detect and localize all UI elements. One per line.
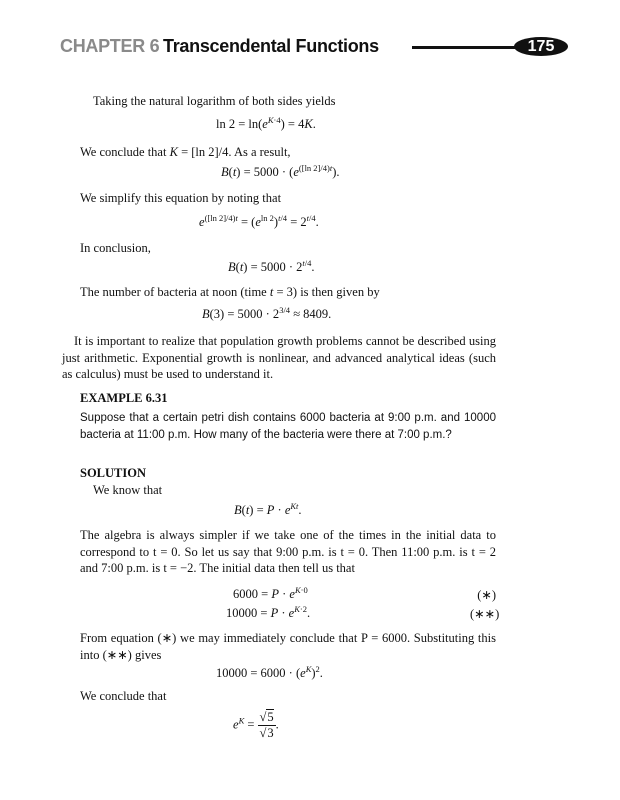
page-header (60, 36, 568, 60)
equation-bt: $B(t) = 5000 \cdot (e^{([ln 2]/4)t})$. (221, 163, 340, 179)
equation-final: $e^K$ = $\frac{√5}{√3}$ . (233, 710, 279, 740)
page-number: 175 (514, 37, 568, 56)
equation-ln2: $\ln 2 = \ln(e^{K\cdot 4}) = 4K$. (216, 115, 316, 131)
solution-line-1: We know that (93, 483, 163, 497)
equation-number-star: (∗) (477, 588, 496, 602)
paragraph-4: In conclusion, (80, 241, 151, 255)
example-heading: EXAMPLE 6.31 (80, 391, 168, 405)
equation-number-starstar: (∗∗) (470, 607, 500, 621)
chapter-label: CHAPTER 6 (60, 36, 160, 56)
solution-paragraph-3: From equation (∗) we may immediately conclude that P = 6000. Substituting this into (∗∗) gives (80, 631, 496, 662)
example-text: Suppose that a certain petri dish contains 6000 bacteria at 9:00 p.m. and 10000 bacteria at 11:00 p.m. How many of the bacteria were there at 7:00 p.m.? (80, 412, 496, 441)
equation-star: $6000 = P \cdot e^{K\cdot 0}$ (233, 585, 308, 601)
equation-substitute: $10000 = 6000 \cdot (e^K)^2$. (216, 664, 323, 680)
solution-heading: SOLUTION (80, 466, 146, 480)
paragraph-2: We conclude that K = [ln 2]/4. As a result, (80, 145, 291, 159)
paragraph-1: Taking the natural logarithm of both sides yields (93, 94, 336, 108)
solution-line-4: We conclude that (80, 689, 167, 703)
equation-noon: $B(3) = 5000 \cdot 2^{3/4} \approx 8409$. (202, 305, 332, 321)
paragraph-3: We simplify this equation by noting that (80, 191, 282, 205)
equation-simplify: $e^{([ln 2]/4)t} = (e^{ln 2})^{t/4} = 2^{t/4}$. (199, 213, 319, 229)
equation-general: $B(t) = P \cdot e^{Kt}$. (234, 501, 302, 517)
equation-starstar: $10000 = P \cdot e^{K\cdot 2}$. (226, 604, 311, 620)
equation-conclusion: $B(t) = 5000 \cdot 2^{t/4}$. (228, 258, 315, 274)
chapter-title: Transcendental Functions (163, 36, 379, 56)
paragraph-6: It is important to realize that population growth problems cannot be described using just arithmetic. Exponential growth is nonlinear, and advanced analytical ideas (such as calculus) must be used to understand it. (62, 334, 496, 381)
solution-paragraph-2: The algebra is always simpler if we take one of the times in the initial data to correspond to t = 0. So let us say that 9:00 p.m. is t = 0. Then 11:00 p.m. is t = 2 and 7:00 p.m. is t = −2. The initial data then tell us that (80, 528, 496, 575)
paragraph-5: The number of bacteria at noon (time t = 3) is then given by (80, 285, 380, 299)
